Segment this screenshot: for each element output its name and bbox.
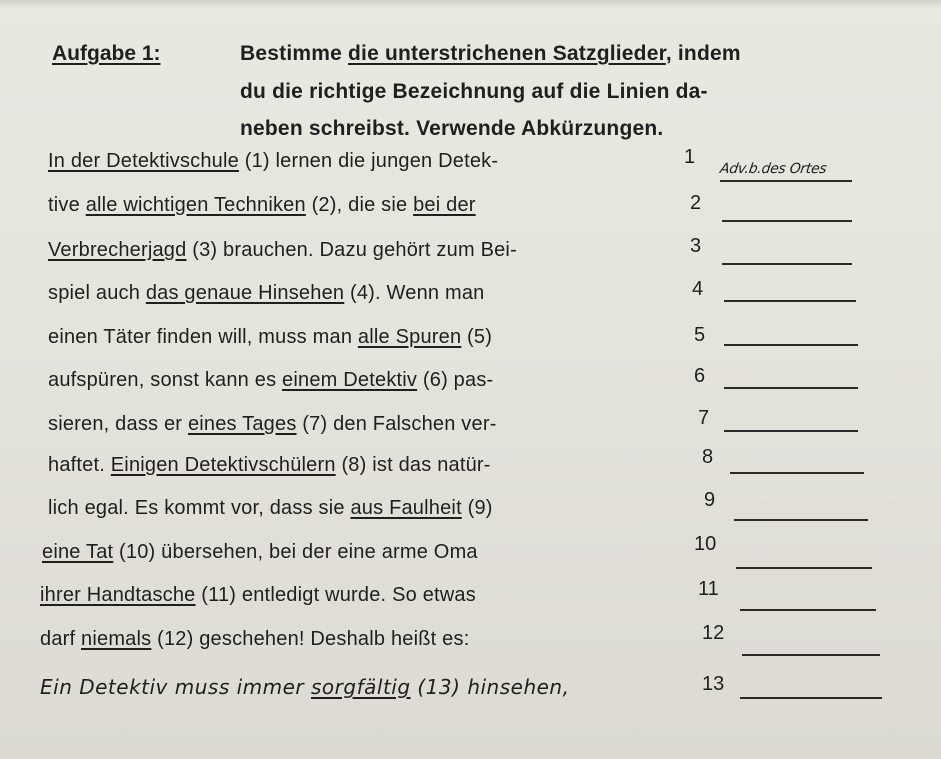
answer-line-3 [722,263,852,265]
exercise-line-10 [0,533,941,581]
exercise-line-9 [0,489,941,537]
exercise-line-4 [0,278,941,322]
exercise-line-5-prefix: einen Täter finden will, muss man [48,326,358,348]
exercise-line-11 [0,578,941,624]
exercise-line-7-text [48,413,497,436]
exercise-line-7-prefix: sieren, dass er [48,413,188,435]
exercise-line-9-underlined: aus Faulheit [350,497,462,519]
exercise-line-12-suffix: (12) geschehen! Deshalb heißt es: [151,628,470,650]
exercise-line-1-text [48,150,498,173]
exercise-line-12-underlined: niemals [81,628,152,650]
exercise-line-11-underlined: ihrer Handtasche [40,584,196,606]
exercise-line-1-suffix: (1) lernen die jungen Detek- [238,150,499,172]
instruction-line-3 [240,117,663,141]
exercise-line-2-suffix: (2), die sie [305,194,414,216]
exercise-line-8-text [48,454,491,477]
exercise-line-5-underlined: alle Spuren [357,326,462,348]
exercise-line-7-suffix: (7) den Falschen ver- [296,413,497,435]
answer-line-5 [724,344,858,346]
exercise-line-1-underlined: In der Detektivschule [48,150,239,172]
exercise-line-6-prefix: aufspüren, sonst kann es [48,369,283,391]
exercise-line-7-underlined: eines Tages [187,413,297,435]
exercise-line-8-prefix: haftet. [48,454,111,476]
exercise-line-9-prefix: lich egal. Es kommt vor, dass sie [48,497,351,519]
exercise-line-10-number: 10 [694,533,717,555]
exercise-line-8-underlined: Einigen Detektivschülern [110,454,336,476]
exercise-line-12-prefix: darf [40,628,82,650]
exercise-line-12-text [40,628,469,651]
exercise-line-5-suffix: (5) [461,326,493,348]
exercise-line-11-text [40,584,476,607]
exercise-line-13-text [40,675,569,699]
exercise-line-2-prefix: tive [48,194,86,216]
answer-line-11 [740,609,876,611]
answer-line-10 [736,567,872,569]
instruction-line-1-prefix: Bestimme [240,42,349,65]
answer-line-1 [720,180,852,182]
answer-line-9 [734,519,868,521]
exercise-line-3-number: 3 [690,235,702,257]
instruction-line-1-suffix: , indem [665,42,741,65]
exercise-line-2-underlined-2: bei der [413,194,476,216]
exercise-line-8-suffix: (8) ist das natür- [335,454,491,476]
exercise-line-1-number: 1 [684,146,696,168]
page-top-edge [0,0,941,8]
exercise-line-4-underlined: das genaue Hinsehen [145,282,345,304]
exercise-line-11-number: 11 [698,578,719,600]
exercise-line-7 [0,407,941,453]
exercise-line-4-prefix: spiel auch [48,282,146,304]
answer-line-12 [742,654,880,656]
exercise-line-5-text [48,326,492,349]
exercise-line-13-underlined: sorgfältig [311,675,411,699]
exercise-line-6-underlined: einem Detektiv [282,369,418,391]
exercise-line-13-suffix: (13) hinsehen, [410,675,570,699]
instruction-line-3-text: neben schreibst. Verwende Abkürzungen. [240,117,664,140]
exercise-line-10-underlined: eine Tat [42,541,114,563]
exercise-line-1 [0,146,941,190]
exercise-line-9-text [48,497,493,520]
exercise-line-2-number: 2 [690,192,702,214]
answer-line-13 [740,697,882,699]
exercise-line-13 [0,675,941,715]
exercise-line-12 [0,622,941,668]
exercise-line-7-number: 7 [698,407,710,429]
exercise-line-4-text [48,282,485,305]
instruction-line-1-underlined: die unterstrichenen Satzglieder [348,42,666,65]
exercise-line-6-number: 6 [694,365,706,387]
exercise-line-12-number: 12 [702,622,725,644]
exercise-line-13-prefix: Ein Detektiv muss immer [40,675,312,699]
exercise-line-10-suffix: (10) übersehen, bei der eine arme Oma [113,541,478,563]
exercise-line-3-text [48,239,517,262]
exercise-line-3 [0,235,941,279]
exercise-line-2 [0,194,941,234]
exercise-line-3-suffix: (3) brauchen. Dazu gehört zum Bei- [186,239,517,261]
exercise-line-8 [0,446,941,494]
exercise-line-2-underlined: alle wichtigen Techniken [85,194,306,216]
instruction-line-1 [240,42,741,66]
exercise-line-5 [0,326,941,366]
exercise-line-6-text [48,369,493,392]
answer-text-1: Adv.b.des Ortes [718,161,828,177]
exercise-line-4-number: 4 [692,278,704,300]
assignment-title: Aufgabe 1: [52,42,161,65]
exercise-line-3-underlined: Verbrecherjagd [48,239,187,261]
exercise-line-11-suffix: (11) entledigt wurde. So etwas [195,584,476,606]
exercise-line-6-suffix: (6) pas- [417,369,494,391]
exercise-line-9-suffix: (9) [461,497,493,519]
exercise-line-8-number: 8 [702,446,714,468]
exercise-line-13-number: 13 [702,673,725,695]
answer-line-7 [724,430,858,432]
instruction-line-2-text: du die richtige Bezeichnung auf die Linien da- [240,80,708,103]
exercise-line-2-text [48,194,476,217]
exercise-line-6 [0,365,941,409]
answer-line-4 [724,300,856,302]
exercise-line-5-number: 5 [694,324,706,346]
answer-line-8 [730,472,864,474]
exercise-line-10-text [42,541,478,564]
answer-line-6 [724,387,858,389]
exercise-line-4-suffix: (4). Wenn man [344,282,485,304]
exercise-line-9-number: 9 [704,489,716,511]
answer-line-2 [722,220,852,222]
instruction-line-2 [240,80,708,104]
